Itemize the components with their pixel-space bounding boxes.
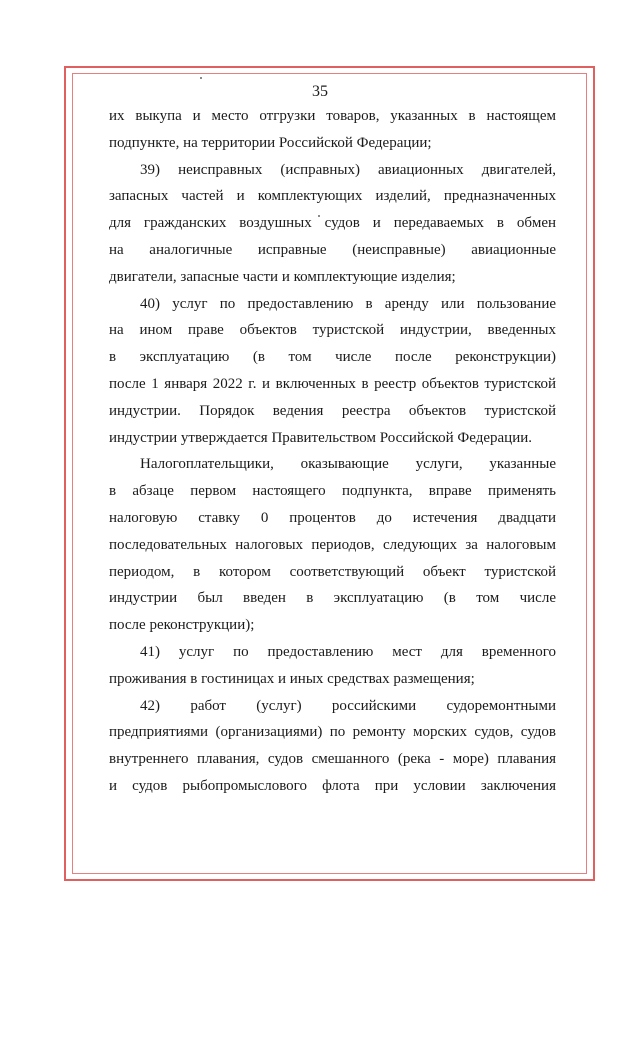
text-line: индустрии утверждается Правительством Российской Федерации. (109, 429, 533, 446)
text-line: 40) услуг по предоставлению в аренду или пользование (140, 295, 556, 312)
text-line: и судов рыбопромыслового флота при условии заключения (109, 777, 556, 794)
text-line: после реконструкции); (109, 617, 255, 634)
text-line: на ином праве объектов туристской индустрии, введенных (109, 322, 556, 339)
text-line: периодом, в котором соответствующий объект туристской (109, 563, 556, 580)
text-line: Налогоплательщики, оказывающие услуги, указанные (140, 456, 556, 473)
text-line: предприятиями (организациями) по ремонту морских судов, судов (109, 724, 556, 741)
text-line: 39) неисправных (исправных) авиационных двигателей, (140, 161, 556, 178)
text-line: в эксплуатацию (в том числе после реконструкции) (109, 349, 556, 366)
text-line: 42) работ (услуг) российскими судоремонтными (140, 697, 556, 714)
text-line: проживания в гостиницах и иных средствах размещения; (109, 670, 475, 687)
text-line: после 1 января 2022 г. и включенных в реестр объектов туристской (109, 375, 556, 392)
text-line: для гражданских воздушных судов и передаваемых в обмен (109, 215, 556, 232)
text-line: налоговую ставку 0 процентов до истечения двадцати (109, 509, 556, 526)
document-body (109, 103, 556, 800)
text-line: индустрии. Порядок ведения реестра объектов туристской (109, 402, 556, 419)
text-line: последовательных налоговых периодов, следующих за налоговым (109, 536, 556, 553)
text-line: на аналогичные исправные (неисправные) авиационные (109, 241, 556, 258)
text-line: запасных частей и комплектующих изделий, предназначенных (109, 188, 556, 205)
text-line: подпункте, на территории Российской Федерации; (109, 134, 432, 151)
text-line: в абзаце первом настоящего подпункта, вправе применять (109, 483, 556, 500)
scan-speck (200, 77, 202, 79)
text-line: внутреннего плавания, судов смешанного (река - море) плавания (109, 751, 556, 768)
text-line: двигатели, запасные части и комплектующие изделия; (109, 268, 456, 285)
page-number: 35 (312, 83, 328, 100)
text-line: 41) услуг по предоставлению мест для временного (140, 643, 556, 660)
text-line: индустрии был введен в эксплуатацию (в том числе (109, 590, 556, 607)
text-line: их выкупа и место отгрузки товаров, указанных в настоящем (109, 108, 556, 124)
